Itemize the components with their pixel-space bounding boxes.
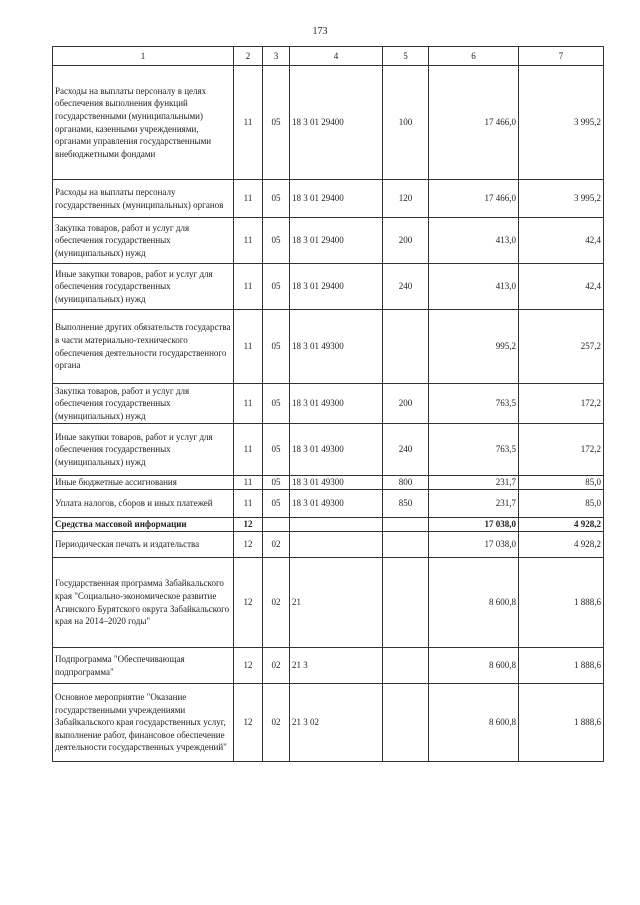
- item-name-cell: Средства массовой информации: [53, 518, 234, 532]
- target-article-cell: 21 3: [290, 648, 383, 684]
- section-code-cell: 12: [234, 532, 263, 558]
- amount-col7-cell: 42,4: [519, 218, 604, 264]
- amount-col7-cell: 257,2: [519, 310, 604, 384]
- subsection-code-cell: 05: [263, 490, 290, 518]
- amount-col7-cell: 1 888,6: [519, 684, 604, 762]
- target-article-cell: 18 3 01 49300: [290, 476, 383, 490]
- expense-type-cell: 200: [383, 218, 429, 264]
- expense-type-cell: [383, 310, 429, 384]
- amount-col7-cell: 1 888,6: [519, 648, 604, 684]
- amount-col6-cell: 17 466,0: [429, 180, 519, 218]
- expense-type-cell: [383, 684, 429, 762]
- header-cell-7: 7: [519, 47, 604, 66]
- amount-col6-cell: 763,5: [429, 424, 519, 476]
- table-row: [53, 648, 604, 684]
- table-row: [53, 518, 604, 532]
- expense-type-cell: 240: [383, 264, 429, 310]
- section-code-cell: 11: [234, 310, 263, 384]
- header-cell-1: 1: [53, 47, 234, 66]
- table-row: [53, 384, 604, 424]
- table-row: [53, 264, 604, 310]
- item-name-cell: Закупка товаров, работ и услуг для обеспечения государственных (муниципальных) нужд: [53, 384, 234, 424]
- expense-type-cell: [383, 648, 429, 684]
- amount-col6-cell: 763,5: [429, 384, 519, 424]
- header-cell-6: 6: [429, 47, 519, 66]
- amount-col7-cell: 85,0: [519, 476, 604, 490]
- expense-type-cell: 200: [383, 384, 429, 424]
- target-article-cell: [290, 532, 383, 558]
- amount-col6-cell: 413,0: [429, 218, 519, 264]
- section-code-cell: 11: [234, 424, 263, 476]
- section-code-cell: 11: [234, 218, 263, 264]
- target-article-cell: 18 3 01 49300: [290, 310, 383, 384]
- item-name-cell: Государственная программа Забайкальского края "Социально-экономическое развитие Агинского Бурятского округа Забайкальского края на 2014–2020 годы": [53, 558, 234, 648]
- subsection-code-cell: 05: [263, 424, 290, 476]
- table-row: [53, 424, 604, 476]
- header-cell-2: 2: [234, 47, 263, 66]
- target-article-cell: [290, 518, 383, 532]
- page-number: 173: [312, 26, 328, 37]
- amount-col7-cell: 4 928,2: [519, 518, 604, 532]
- table-row: [53, 218, 604, 264]
- subsection-code-cell: 05: [263, 66, 290, 180]
- subsection-code-cell: [263, 518, 290, 532]
- item-name-cell: Подпрограмма "Обеспечивающая подпрограмма": [53, 648, 234, 684]
- table-row: [53, 476, 604, 490]
- expense-type-cell: [383, 558, 429, 648]
- subsection-code-cell: 02: [263, 684, 290, 762]
- target-article-cell: 18 3 01 29400: [290, 66, 383, 180]
- expense-type-cell: 100: [383, 66, 429, 180]
- table-row: [53, 532, 604, 558]
- subsection-code-cell: 02: [263, 532, 290, 558]
- target-article-cell: 18 3 01 29400: [290, 264, 383, 310]
- amount-col7-cell: 3 995,2: [519, 66, 604, 180]
- amount-col6-cell: 17 038,0: [429, 518, 519, 532]
- subsection-code-cell: 05: [263, 310, 290, 384]
- target-article-cell: 18 3 01 29400: [290, 218, 383, 264]
- subsection-code-cell: 05: [263, 218, 290, 264]
- section-code-cell: 11: [234, 180, 263, 218]
- amount-col7-cell: 172,2: [519, 424, 604, 476]
- item-name-cell: Иные бюджетные ассигнования: [53, 476, 234, 490]
- target-article-cell: 18 3 01 49300: [290, 384, 383, 424]
- item-name-cell: Расходы на выплаты персоналу государственных (муниципальных) органов: [53, 180, 234, 218]
- section-code-cell: 12: [234, 648, 263, 684]
- table-row: [53, 684, 604, 762]
- subsection-code-cell: 05: [263, 264, 290, 310]
- table-row: [53, 558, 604, 648]
- table-row: [53, 310, 604, 384]
- item-name-cell: Выполнение других обязательств государства в части материально-технического обеспечения деятельности государственного органа: [53, 310, 234, 384]
- section-code-cell: 12: [234, 518, 263, 532]
- section-code-cell: 12: [234, 684, 263, 762]
- target-article-cell: 21: [290, 558, 383, 648]
- amount-col6-cell: 231,7: [429, 490, 519, 518]
- item-name-cell: Периодическая печать и издательства: [53, 532, 234, 558]
- item-name-cell: Иные закупки товаров, работ и услуг для обеспечения государственных (муниципальных) нужд: [53, 264, 234, 310]
- amount-col6-cell: 413,0: [429, 264, 519, 310]
- header-cell-4: 4: [290, 47, 383, 66]
- subsection-code-cell: 05: [263, 476, 290, 490]
- table-row: [53, 66, 604, 180]
- amount-col7-cell: 4 928,2: [519, 532, 604, 558]
- expense-type-cell: 800: [383, 476, 429, 490]
- target-article-cell: 18 3 01 29400: [290, 180, 383, 218]
- budget-table: [52, 46, 604, 762]
- amount-col6-cell: 231,7: [429, 476, 519, 490]
- amount-col7-cell: 42,4: [519, 264, 604, 310]
- item-name-cell: Расходы на выплаты персоналу в целях обеспечения выполнения функций государственными (муниципальными) органами, казенными учреждениями, органами управления государственными внебюджетными фондами: [53, 66, 234, 180]
- expense-type-cell: 240: [383, 424, 429, 476]
- item-name-cell: Уплата налогов, сборов и иных платежей: [53, 490, 234, 518]
- amount-col6-cell: 17 038,0: [429, 532, 519, 558]
- subsection-code-cell: 05: [263, 384, 290, 424]
- amount-col6-cell: 8 600,8: [429, 558, 519, 648]
- target-article-cell: 18 3 01 49300: [290, 490, 383, 518]
- amount-col7-cell: 85,0: [519, 490, 604, 518]
- expense-type-cell: 120: [383, 180, 429, 218]
- expense-type-cell: [383, 532, 429, 558]
- amount-col7-cell: 172,2: [519, 384, 604, 424]
- section-code-cell: 11: [234, 264, 263, 310]
- section-code-cell: 11: [234, 476, 263, 490]
- subsection-code-cell: 02: [263, 648, 290, 684]
- section-code-cell: 11: [234, 384, 263, 424]
- amount-col6-cell: 8 600,8: [429, 684, 519, 762]
- section-code-cell: 11: [234, 66, 263, 180]
- table-row: [53, 180, 604, 218]
- section-code-cell: 11: [234, 490, 263, 518]
- expense-type-cell: 850: [383, 490, 429, 518]
- item-name-cell: Основное мероприятие "Оказание государственными учреждениями Забайкальского края государственных услуг, выполнение работ, финансовое обеспечение деятельности государственных учреждений": [53, 684, 234, 762]
- amount-col7-cell: 1 888,6: [519, 558, 604, 648]
- header-cell-5: 5: [383, 47, 429, 66]
- section-code-cell: 12: [234, 558, 263, 648]
- amount-col6-cell: 995,2: [429, 310, 519, 384]
- expense-type-cell: [383, 518, 429, 532]
- subsection-code-cell: 05: [263, 180, 290, 218]
- amount-col7-cell: 3 995,2: [519, 180, 604, 218]
- item-name-cell: Закупка товаров, работ и услуг для обеспечения государственных (муниципальных) нужд: [53, 218, 234, 264]
- target-article-cell: 21 3 02: [290, 684, 383, 762]
- amount-col6-cell: 17 466,0: [429, 66, 519, 180]
- amount-col6-cell: 8 600,8: [429, 648, 519, 684]
- target-article-cell: 18 3 01 49300: [290, 424, 383, 476]
- header-row: [53, 47, 604, 66]
- item-name-cell: Иные закупки товаров, работ и услуг для обеспечения государственных (муниципальных) нужд: [53, 424, 234, 476]
- subsection-code-cell: 02: [263, 558, 290, 648]
- header-cell-3: 3: [263, 47, 290, 66]
- table-row: [53, 490, 604, 518]
